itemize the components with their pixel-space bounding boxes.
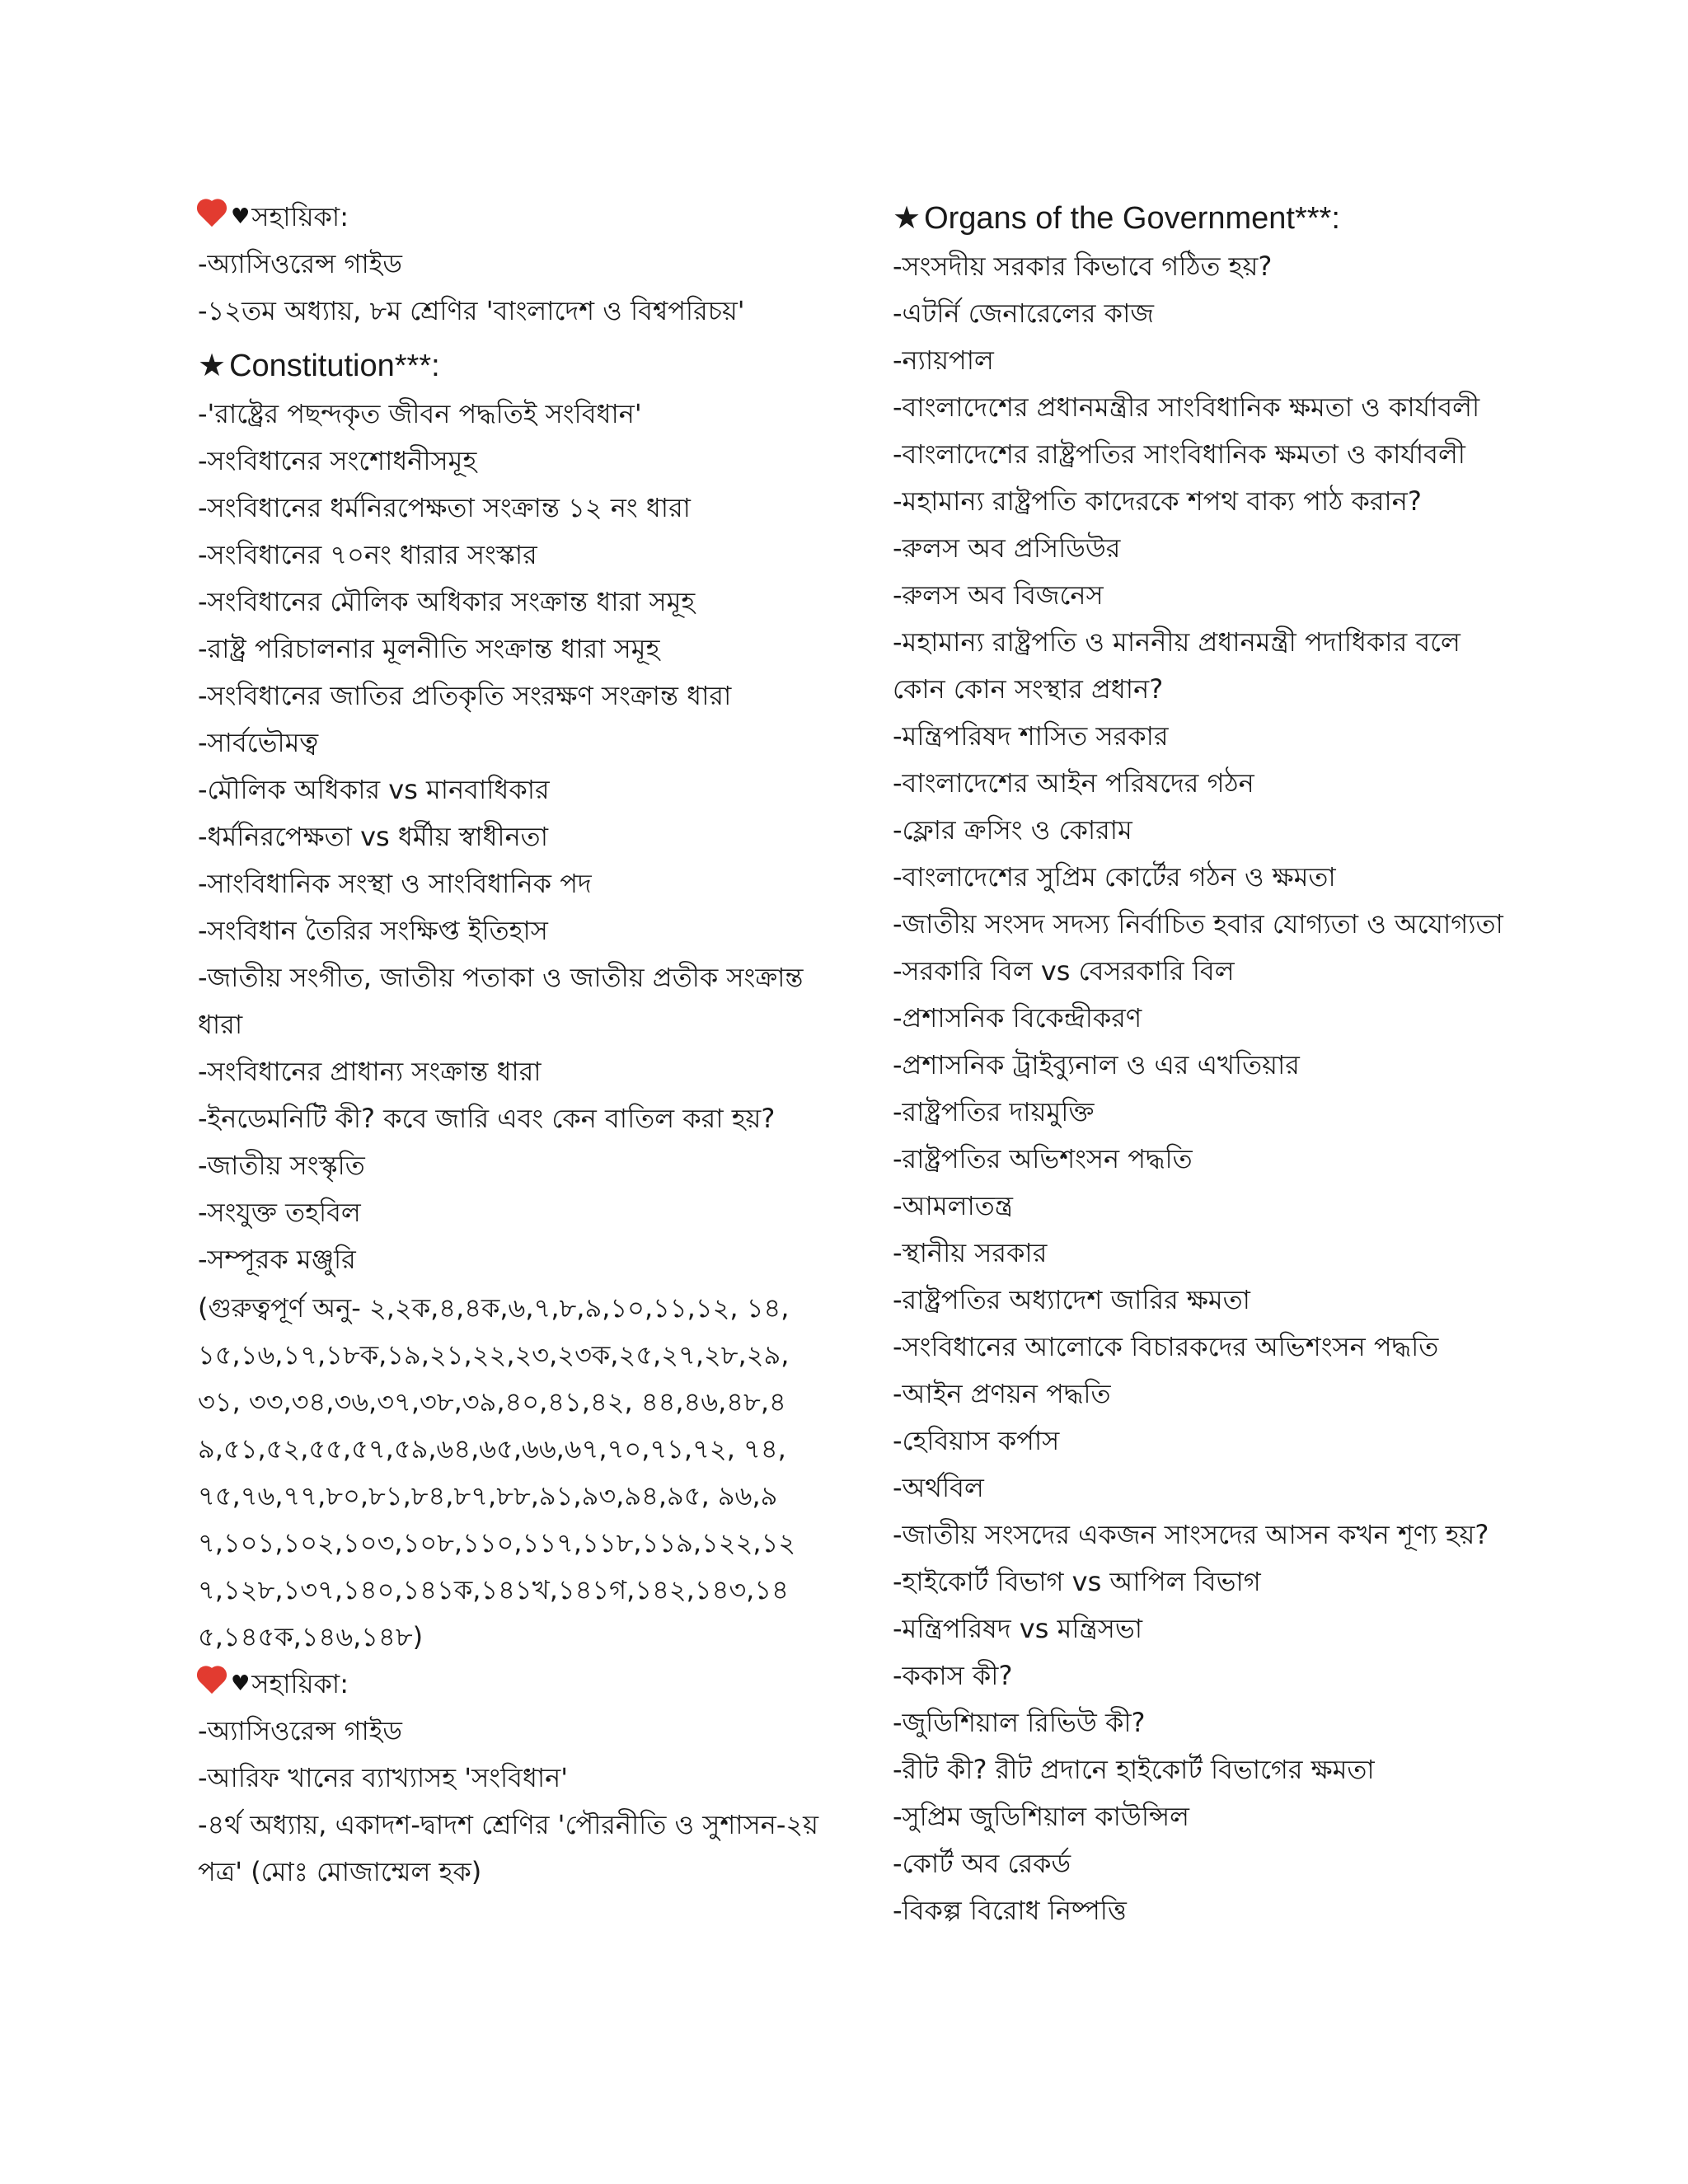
small-heart-icon: ♥: [231, 1671, 251, 1696]
section-heading-organs: ★ Organs of the Government***:: [893, 201, 1340, 236]
topic-item: -ককাস কী?: [893, 1660, 1013, 1691]
topic-item: -সংবিধানের জাতির প্রতিকৃতি সংরক্ষণ সংক্রান্ত ধারা: [198, 680, 732, 711]
topic-item: -সংবিধানের ৭০নং ধারার সংস্কার: [198, 539, 537, 570]
topic-item: -মন্ত্রিপরিষদ vs মন্ত্রিসভা: [893, 1613, 1142, 1644]
topic-item: -সাংবিধানিক সংস্থা ও সাংবিধানিক পদ: [198, 868, 592, 899]
topic-item: -হাইকোর্ট বিভাগ vs আপিল বিভাগ: [893, 1566, 1261, 1597]
topic-item: -অর্থবিল: [893, 1472, 984, 1503]
red-heart-icon: [198, 200, 229, 228]
topic-item: -ইনডেমনিটি কী? কবে জারি এবং কেন বাতিল করা হয়?: [198, 1103, 776, 1134]
topic-item: -রাষ্ট্র পরিচালনার মূলনীতি সংক্রান্ত ধারা সমূহ: [198, 633, 660, 664]
topic-item: -রীট কী? রীট প্রদানে হাইকোর্ট বিভাগের ক্ষমতা: [893, 1754, 1375, 1785]
helper-item: -আরিফ খানের ব্যাখ্যাসহ 'সংবিধান': [198, 1762, 569, 1793]
topic-item: -রাষ্ট্রপতির অভিশংসন পদ্ধতি: [893, 1143, 1193, 1174]
left-column: [198, 194, 824, 1896]
helper-item: -৪র্থ অধ্যায়, একাদশ-দ্বাদশ শ্রেণির 'পৌরনীতি ও সুশাসন-২য় পত্র' (মোঃ মোজাম্মেল হক): [198, 1809, 819, 1887]
helper-item: -অ্যাসিওরেন্স গাইড: [198, 248, 402, 279]
topic-item: -বাংলাদেশের আইন পরিষদের গঠন: [893, 767, 1254, 799]
topic-item: -সরকারি বিল vs বেসরকারি বিল: [893, 955, 1235, 987]
topic-item: -জাতীয় সংগীত, জাতীয় পতাকা ও জাতীয় প্রতীক সংক্রান্ত ধারা: [198, 962, 804, 1040]
topic-item: -সম্পূরক মঞ্জুরি: [198, 1244, 356, 1275]
red-heart-icon: [198, 1667, 229, 1695]
topic-item: -সংবিধানের প্রাধান্য সংক্রান্ত ধারা: [198, 1056, 542, 1087]
small-heart-icon: ♥: [231, 204, 251, 229]
topic-item: -বাংলাদেশের রাষ্ট্রপতির সাংবিধানিক ক্ষমতা ও কার্যাবলী: [893, 438, 1465, 470]
topic-item: -সংযুক্ত তহবিল: [198, 1197, 361, 1228]
topic-item: -বাংলাদেশের সুপ্রিম কোর্টের গঠন ও ক্ষমতা: [893, 861, 1336, 893]
star-icon: ★: [198, 349, 227, 383]
topic-item: -কোর্ট অব রেকর্ড: [893, 1848, 1071, 1879]
topic-item: -সুপ্রিম জুডিশিয়াল কাউন্সিল: [893, 1801, 1190, 1832]
topic-item: -স্থানীয় সরকার: [893, 1237, 1048, 1268]
topic-item: -সংবিধানের মৌলিক অধিকার সংক্রান্ত ধারা সমূহ: [198, 586, 696, 617]
topic-item: -রাষ্ট্রপতির দায়মুক্তি: [893, 1096, 1095, 1127]
helper-item: -১২তম অধ্যায়, ৮ম শ্রেণির 'বাংলাদেশ ও বিশ্বপরিচয়': [198, 295, 745, 326]
topic-item: -সংবিধানের আলোকে বিচারকদের অভিশংসন পদ্ধতি: [893, 1331, 1439, 1362]
helper-label: সহায়িকা:: [251, 201, 349, 232]
topic-item: -ন্যায়পাল: [893, 344, 994, 376]
topic-item: -সার্বভৌমত্ব: [198, 727, 319, 758]
right-column: [893, 194, 1519, 1934]
topic-item: -আমলাতন্ত্র: [893, 1190, 1013, 1221]
topic-item: -রুলস অব প্রসিডিউর: [893, 532, 1121, 564]
topic-item: -মন্ত্রিপরিষদ শাসিত সরকার: [893, 720, 1169, 752]
topic-item: -সংবিধান তৈরির সংক্ষিপ্ত ইতিহাস: [198, 915, 548, 946]
topic-item: -ধর্মনিরপেক্ষতা vs ধর্মীয় স্বাধীনতা: [198, 821, 548, 852]
helper-item: -অ্যাসিওরেন্স গাইড: [198, 1715, 402, 1746]
topic-item: -এটর্নি জেনারেলের কাজ: [893, 298, 1154, 329]
topic-item: -সংবিধানের সংশোধনীসমূহ: [198, 445, 477, 476]
helper-header: [198, 1661, 824, 1708]
topic-item: -রুলস অব বিজনেস: [893, 579, 1104, 611]
helper-label: সহায়িকা:: [251, 1668, 349, 1699]
topic-item: -বাংলাদেশের প্রধানমন্ত্রীর সাংবিধানিক ক্ষমতা ও কার্যাবলী: [893, 391, 1480, 423]
topic-item: -প্রশাসনিক বিকেন্দ্রীকরণ: [893, 1002, 1142, 1033]
helper-header: [198, 194, 824, 241]
topic-item: -জুডিশিয়াল রিভিউ কী?: [893, 1707, 1146, 1738]
topic-item: -মৌলিক অধিকার vs মানবাধিকার: [198, 774, 550, 805]
topic-item: -জাতীয় সংসদের একজন সাংসদের আসন কখন শূণ্য হয়?: [893, 1519, 1489, 1550]
topic-item: -হেবিয়াস কর্পাস: [893, 1425, 1060, 1456]
topic-item: -মহামান্য রাষ্ট্রপতি ও মাননীয় প্রধানমন্ত্রী পদাধিকার বলে কোন কোন সংস্থার প্রধান?: [893, 626, 1461, 705]
topic-item: -'রাষ্ট্রের পছন্দকৃত জীবন পদ্ধতিই সংবিধান': [198, 398, 642, 429]
topic-item: -সংবিধানের ধর্মনিরপেক্ষতা সংক্রান্ত ১২ নং ধারা: [198, 492, 691, 523]
topic-item: -জাতীয় সংসদ সদস্য নির্বাচিত হবার যোগ্যতা ও অযোগ্যতা: [893, 908, 1503, 940]
topic-item: -জাতীয় সংস্কৃতি: [198, 1150, 365, 1181]
topic-item: -রাষ্ট্রপতির অধ্যাদেশ জারির ক্ষমতা: [893, 1284, 1250, 1315]
section-heading-constitution: ★ Constitution***:: [198, 349, 440, 383]
topic-item: -প্রশাসনিক ট্রাইব্যুনাল ও এর এখতিয়ার: [893, 1049, 1300, 1080]
topic-item: -সংসদীয় সরকার কিভাবে গঠিত হয়?: [893, 251, 1273, 282]
topic-item: -ফ্লোর ক্রসিং ও কোরাম: [893, 814, 1132, 846]
topic-item: -বিকল্প বিরোধ নিষ্পত্তি: [893, 1895, 1127, 1926]
topic-item: -মহামান্য রাষ্ট্রপতি কাদেরকে শপথ বাক্য পাঠ করান?: [893, 485, 1422, 517]
star-icon: ★: [893, 201, 921, 236]
topic-item: -আইন প্রণয়ন পদ্ধতি: [893, 1378, 1111, 1409]
important-articles: (গুরুত্বপূর্ণ অনু- ২,২ক,৪,৪ক,৬,৭,৮,৯,১০,১১,১২, ১৪,১৫,১৬,১৭,১৮ক,১৯,২১,২২,২৩,২৩ক,২৫,২৭,২৮,২৯,৩১, ৩৩,৩৪,৩৬,৩৭,৩৮,৩৯,৪০,৪১,৪২, ৪৪,৪৬,৪৮,৪৯,৫১,৫২,৫৫,৫৭,৫৯,৬৪,৬৫,৬৬,৬৭,৭০,৭১,৭২, ৭৪,৭৫,৭৬,৭৭,৮০,৮১,৮৪,৮৭,৮৮,৯১,৯৩,৯৪,৯৫, ৯৬,৯৭,১০১,১০২,১০৩,১০৮,১১০,১১৭,১১৮,১১৯,১২২,১২৭,১২৮,১৩৭,১৪০,১৪১ক,১৪১খ,১৪১গ,১৪২,১৪৩,১৪৫,১৪৫ক,১৪৬,১৪৮): [198, 1292, 796, 1652]
